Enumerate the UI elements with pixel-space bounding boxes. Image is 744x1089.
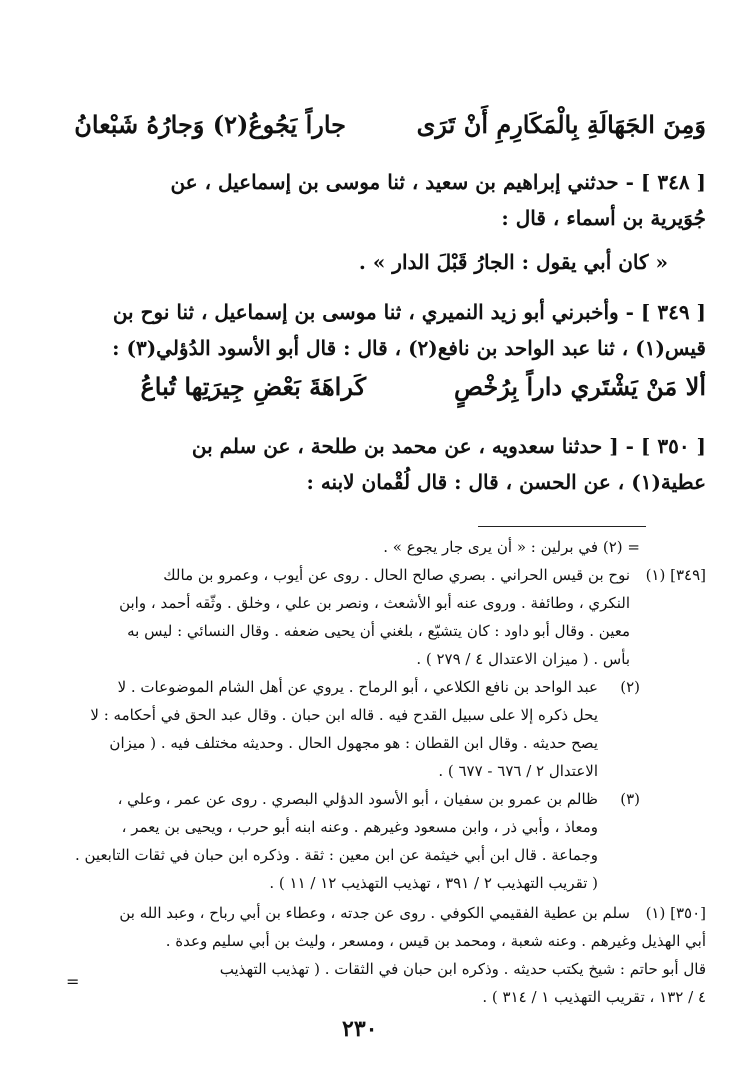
entry-348-line-1: [ ٣٤٨ ] - حدثني إبراهيم بن سعيد ، ثنا موسى بن إسماعيل ، عن (170, 170, 706, 194)
footnote-350-1-line-1: سلم بن عطية الفقيمي الكوفي . روى عن جدته ، وعطاء بن أبي رباح ، وعبد الله بن (119, 904, 630, 922)
verse-1-right-hemistich: وَمِنَ الجَهَالَةِ بِالْمَكَارِمِ أَنْ تَرَى (416, 110, 706, 139)
verse-1-left-hemistich: جاراً يَجُوعُ(٢) وَجارُهُ شَبْعانُ (74, 110, 346, 139)
footnote-349-1-line-2: النكري ، وطائفة . وروى عنه أبو الأشعث ، ونصر بن علي ، وخلق . وثّقه أحمد ، وابن (119, 594, 630, 612)
footnote-marker-350-1: [٣٥٠] (١) (645, 904, 706, 922)
footnote-348-2-text: في برلين : « أن يرى جار يجوع » . (383, 538, 598, 556)
footnote-349-3-line-4: ( تقريب التهذيب ٢ / ٣٩١ ، تهذيب التهذيب ١٢ / ١١ ) . (269, 874, 598, 892)
footnote-349-1-line-4: بأس . ( ميزان الاعتدال ٤ / ٢٧٩ ) . (416, 650, 630, 668)
continuation-mark: = (66, 972, 80, 991)
entry-349-line-1: [ ٣٤٩ ] - وأخبرني أبو زيد النميري ، ثنا موسى بن إسماعيل ، ثنا نوح بن (112, 300, 706, 324)
entry-350-line-1: [ ٣٥٠ ] - [ حدثنا سعدويه ، عن محمد بن طلحة ، عن سلم بن (191, 434, 706, 458)
footnote-marker-349-3: (٣) (620, 790, 640, 808)
footnote-350-1-line-3: قال أبو حاتم : شيخ يكتب حديثه . وذكره ابن حبان في الثقات . ( تهذيب التهذيب (219, 960, 706, 978)
footnote-349-1-line-1: نوح بن قيس الحراني . بصري صالح الحال . روى عن أيوب ، وعمرو بن مالك (163, 566, 630, 584)
entry-348-quote: « كان أبي يقول : الجارُ قَبْلَ الدار » . (358, 250, 668, 274)
entry-349-line-2: قيس(١) ، ثنا عبد الواحد بن نافع(٢) ، قال : قال أبو الأسود الدُؤلي(٣) : (112, 336, 706, 360)
footnote-349-2-line-4: الاعتدال ٢ / ٦٧٦ - ٦٧٧ ) . (438, 762, 598, 780)
footnote-marker-348-2: = (٢) (602, 538, 640, 556)
footnote-350-1-line-4: ٤ / ١٣٢ ، تقريب التهذيب ١ / ٣١٤ ) . (482, 988, 706, 1006)
footnote-349-1-line-3: معين . وقال أبو داود : كان يتشيّع ، بلغني أن يحيى ضعفه . وقال النسائي : ليس به (127, 622, 630, 640)
footnote-separator (478, 526, 646, 527)
footnote-349-3-line-1: ظالم بن عمرو بن سفيان ، أبو الأسود الدؤلي البصري . روى عن عمر ، وعلي ، (117, 790, 598, 808)
footnote-350-1-line-2: أبي الهذيل وغيرهم . وعنه شعبة ، ومحمد بن قيس ، ومسعر ، وليث بن أبي سليم وعدة . (165, 932, 706, 950)
verse-2-left-hemistich: كَراهَةَ بَعْضِ جِيرَتِها تُباعُ (140, 372, 366, 401)
page-number: ٢٣٠ (342, 1016, 378, 1042)
entry-350-line-2: عطية(١) ، عن الحسن ، قال : قال لُقْمان لابنه : (306, 470, 706, 494)
footnote-349-2-line-2: يحل ذكره إلا على سبيل القدح فيه . قاله ابن حبان . وقال عبد الحق في أحكامه : لا (90, 706, 598, 724)
footnote-349-3-line-3: وجماعة . قال ابن أبي خيثمة عن ابن معين : ثقة . وذكره ابن حبان في ثقات التابعين . (74, 846, 598, 864)
footnote-marker-349-1: [٣٤٩] (١) (645, 566, 706, 584)
footnote-349-2-line-3: يصح حديثه . وقال ابن القطان : هو مجهول الحال . وحديثه مختلف فيه . ( ميزان (109, 734, 598, 752)
footnote-349-3-line-2: ومعاذ ، وأبي ذر ، وابن مسعود وغيرهم . وعنه ابنه أبو حرب ، ويحيى بن يعمر ، (121, 818, 598, 836)
footnote-349-2-line-1: عبد الواحد بن نافع الكلاعي ، أبو الرماح . يروي عن أهل الشام الموضوعات . لا (117, 678, 598, 696)
footnote-marker-349-2: (٢) (620, 678, 640, 696)
verse-2-right-hemistich: ألا مَنْ يَشْتَري داراً بِرُخْصٍ (453, 372, 706, 401)
entry-348-line-2: جُوَيرية بن أسماء ، قال : (501, 206, 706, 230)
